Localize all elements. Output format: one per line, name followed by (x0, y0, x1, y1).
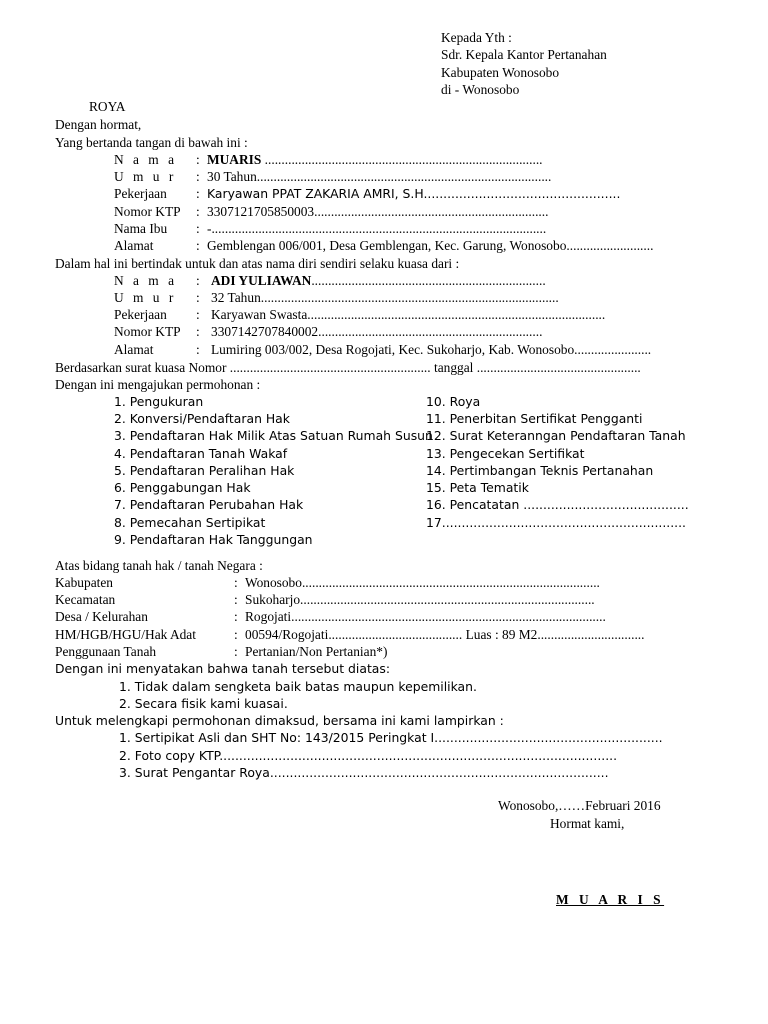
applicant-umur-value: 30 Tahun........................................................................................ (207, 169, 552, 184)
colon: : (196, 290, 200, 305)
service-item: 5. Pendaftaran Peralihan Hak (114, 463, 295, 478)
addressee-line-3: Kabupaten Wonosobo (441, 65, 560, 80)
service-item: 4. Pendaftaran Tanah Wakaf (114, 446, 288, 461)
colon: : (196, 342, 200, 357)
service-item: 15. Peta Tematik (426, 480, 529, 495)
land-kecamatan-label: Kecamatan (55, 592, 116, 607)
applicant-pekerjaan-label: Pekerjaan (114, 186, 167, 201)
applicant-ibu-value: -.................................................................................................... (207, 221, 547, 236)
land-hak-label: HM/HGB/HGU/Hak Adat (55, 627, 196, 642)
service-item: 17.............................................................. (426, 515, 686, 530)
attachment-item: 3. Surat Pengantar Roya...................................................................................... (119, 765, 609, 780)
land-penggunaan-label: Penggunaan Tanah (55, 644, 157, 659)
colon: : (196, 324, 200, 339)
service-item: 6. Penggabungan Hak (114, 480, 251, 495)
principal-umur-value: 32 Tahun......................................................................................... (211, 290, 559, 305)
applicant-nama-label: N a m a (114, 152, 178, 167)
colon: : (196, 204, 200, 219)
place-date: Wonosobo,……Februari 2016 (498, 798, 661, 813)
principal-ktp-value: 3307142707840002................................................................... (211, 324, 543, 339)
principal-alamat-value: Lumiring 003/002, Desa Rogojati, Kec. Sukoharjo, Kab. Wonosobo....................... (211, 342, 652, 357)
colon: : (196, 273, 200, 288)
colon: : (196, 169, 200, 184)
addressee-line-1: Kepada Yth : (441, 30, 512, 45)
attachment-item: 1. Sertipikat Asli dan SHT No: 143/2015 Peringkat I.......................................................... (119, 730, 663, 745)
service-item: 12. Surat Keteranngan Pendaftaran Tanah (426, 428, 686, 443)
request-intro: Dengan ini mengajukan permohonan : (55, 377, 261, 392)
service-item: 2. Konversi/Pendaftaran Hak (114, 411, 290, 426)
colon: : (234, 609, 238, 624)
principal-nama-value: ADI YULIAWAN (211, 273, 312, 288)
land-hak-value: 00594/Rogojati........................................ Luas : 89 M2................................ (245, 627, 645, 642)
subject: ROYA (89, 99, 126, 114)
colon: : (234, 592, 238, 607)
land-desa-value: Rogojati.............................................................................................. (245, 609, 606, 624)
applicant-alamat-value: Gemblengan 006/001, Desa Gemblengan, Kec. Garung, Wonosobo.......................... (207, 238, 654, 253)
service-item: 3. Pendaftaran Hak Milik Atas Satuan Rumah Susun (114, 428, 433, 443)
applicant-nama-value: MUARIS (207, 152, 262, 167)
service-item: 11. Penerbitan Sertifikat Pengganti (426, 411, 643, 426)
regards: Hormat kami, (550, 816, 625, 831)
colon: : (196, 238, 200, 253)
principal-nama-row (211, 273, 661, 289)
applicant-ibu-label: Nama Ibu (114, 221, 168, 236)
statement-item: 2. Secara fisik kami kuasai. (119, 696, 288, 711)
colon: : (196, 186, 200, 201)
applicant-nama-row (207, 152, 715, 168)
applicant-pekerjaan-value: Karyawan PPAT ZAKARIA AMRI, S.H.................................................. (207, 186, 621, 201)
service-item: 14. Pertimbangan Teknis Pertanahan (426, 463, 654, 478)
service-item: 7. Pendaftaran Perubahan Hak (114, 497, 304, 512)
colon: : (196, 307, 200, 322)
applicant-ktp-label: Nomor KTP (114, 204, 181, 219)
principal-alamat-label: Alamat (114, 342, 154, 357)
land-kecamatan-value: Sukoharjo........................................................................................ (245, 592, 595, 607)
principal-pekerjaan-value: Karyawan Swasta......................................................................................... (211, 307, 606, 322)
service-item: 1. Pengukuran (114, 394, 204, 409)
service-item: 9. Pendaftaran Hak Tanggungan (114, 532, 313, 547)
colon: : (234, 627, 238, 642)
principal-pekerjaan-label: Pekerjaan (114, 307, 167, 322)
colon: : (234, 575, 238, 590)
applicant-alamat-label: Alamat (114, 238, 154, 253)
applicant-umur-label: U m u r (114, 169, 177, 184)
statement-intro: Dengan ini menyatakan bahwa tanah tersebut diatas: (55, 661, 391, 676)
land-kabupaten-label: Kabupaten (55, 575, 114, 590)
land-desa-label: Desa / Kelurahan (55, 609, 148, 624)
principal-nama-dots: ...................................................................... (311, 273, 546, 288)
land-intro: Atas bidang tanah hak / tanah Negara : (55, 558, 263, 573)
proxy-intro: Dalam hal ini bertindak untuk dan atas nama diri sendiri selaku kuasa dari : (55, 256, 460, 271)
service-item: 8. Pemecahan Sertipikat (114, 515, 266, 530)
service-item: 16. Pencatatan .......................................... (426, 497, 689, 512)
principal-ktp-label: Nomor KTP (114, 324, 181, 339)
addressee-line-4: di - Wonosobo (441, 82, 520, 97)
statement-item: 1. Tidak dalam sengketa baik batas maupun kepemilikan. (119, 679, 477, 694)
attachment-item: 2. Foto copy KTP..................................................................................................... (119, 748, 618, 763)
greeting: Dengan hormat, (55, 117, 142, 132)
service-item: 10. Roya (426, 394, 481, 409)
principal-umur-label: U m u r (114, 290, 177, 305)
attachments-intro: Untuk melengkapi permohonan dimaksud, bersama ini kami lampirkan : (55, 713, 504, 728)
service-item: 13. Pengecekan Sertifikat (426, 446, 585, 461)
applicant-ktp-value: 3307121705850003...................................................................... (207, 204, 549, 219)
land-penggunaan-value: Pertanian/Non Pertanian*) (245, 644, 388, 659)
power-of-attorney-line: Berdasarkan surat kuasa Nomor ............................................................ tanggal ................................................. (55, 360, 641, 375)
intro-text: Yang bertanda tangan di bawah ini : (55, 135, 248, 150)
colon: : (196, 221, 200, 236)
principal-nama-label: N a m a (114, 273, 178, 288)
colon: : (196, 152, 200, 167)
applicant-nama-dots: ................................................................................... (261, 152, 543, 167)
land-kabupaten-value: Wonosobo......................................................................................... (245, 575, 600, 590)
addressee-line-2: Sdr. Kepala Kantor Pertanahan (441, 47, 607, 62)
colon: : (234, 644, 238, 659)
signature-name: M U A R I S (556, 892, 665, 907)
